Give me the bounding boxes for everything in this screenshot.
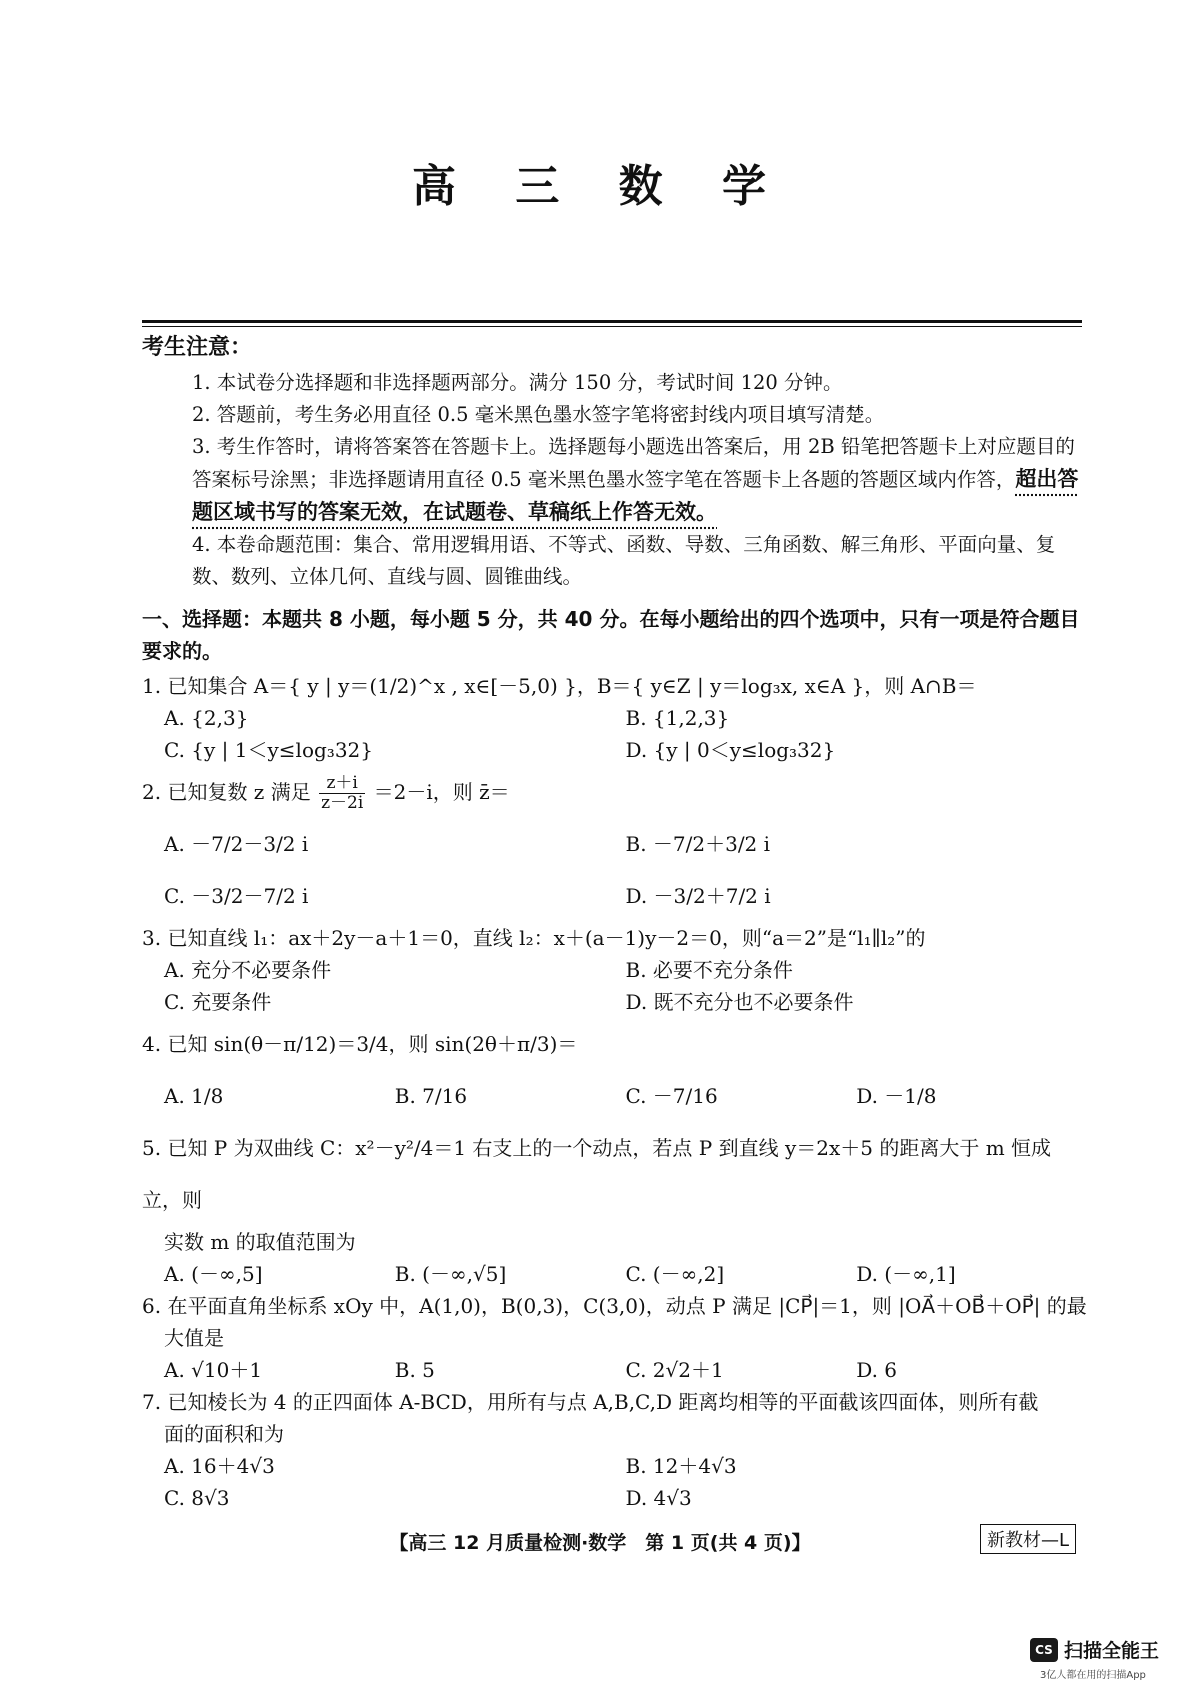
option-d: D. －1/8 (856, 1084, 937, 1108)
option-c: C. －7/16 (625, 1084, 718, 1108)
question-list (142, 670, 1087, 1514)
page-title: 高 三 数 学 (412, 161, 788, 212)
question-4-stem: 4. 已知 sin(θ－π/12)＝3/4，则 sin(2θ＋π/3)＝ (142, 1032, 578, 1056)
q2-fraction-den: z－2i (321, 793, 364, 813)
question-6-options (164, 1354, 1087, 1386)
notice-item-4: 4. 本卷命题范围：集合、常用逻辑用语、不等式、函数、导数、三角函数、解三角形、平面向量、复数、数列、立体几何、直线与圆、圆锥曲线。 (192, 533, 1056, 588)
question-3-options (164, 954, 1087, 1018)
option-d: D. －3/2＋7/2 i (625, 884, 771, 908)
option-c: C. 2√2＋1 (625, 1358, 724, 1382)
notice-item-1: 1. 本试卷分选择题和非选择题两部分。满分 150 分，考试时间 120 分钟。 (192, 371, 843, 394)
option-b: B. 7/16 (394, 1084, 468, 1108)
option-a: A. 1/8 (164, 1084, 224, 1108)
option-c: C. －3/2－7/2 i (164, 884, 309, 908)
question-2-stem (142, 766, 1087, 818)
option-c: C. (－∞,2] (625, 1262, 725, 1286)
q2-fraction (319, 774, 365, 813)
notice-item-3 (192, 431, 1087, 529)
option-b: B. {1,2,3} (625, 706, 730, 730)
question-1-options (164, 702, 1087, 766)
scanner-name: 扫描全能王 (1064, 1640, 1160, 1662)
option-d: D. 6 (856, 1358, 898, 1382)
option-b: B. 必要不充分条件 (625, 958, 793, 982)
option-b: B. 12＋4√3 (625, 1454, 737, 1478)
question-2-options (164, 818, 1087, 922)
question-7-stem: 7. 已知棱长为 4 的正四面体 A-BCD，用所有与点 A,B,C,D 距离均相等的平面截该四面体，则所有截 (142, 1390, 1039, 1414)
header-rule-thin (142, 326, 1082, 327)
q2-pre: 2. 已知复数 z 满足 (142, 780, 311, 804)
section-heading: 一、选择题：本题共 8 小题，每小题 5 分，共 40 分。在每小题给出的四个选项中，只有一项是符合题目要求的。 (142, 607, 1080, 663)
option-b: B. －7/2＋3/2 i (625, 832, 771, 856)
notice-item-2: 2. 答题前，考生务必用直径 0.5 毫米黑色墨水签字笔将密封线内项目填写清楚。 (192, 403, 885, 426)
notice-heading: 考生注意： (142, 335, 253, 360)
option-c: C. 8√3 (164, 1486, 230, 1510)
notice-item-3-text: 3. 考生作答时，请将答案答在答题卡上。选择题每小题选出答案后，用 2B 铅笔把答题卡上对应题目的答案标号涂黑；非选择题请用直径 0.5 毫米黑色墨水签字笔在答题卡上各题的答题区域内作答， (192, 435, 1075, 491)
scanner-watermark (1030, 1636, 1159, 1663)
option-d: D. 4√3 (625, 1486, 692, 1510)
option-a: A. {2,3} (164, 706, 249, 730)
page-footer: 【高三 12 月质量检测·数学 第 1 页(共 4 页)】 (389, 1532, 811, 1554)
question-6-stem: 6. 在平面直角坐标系 xOy 中，A(1,0)，B(0,3)，C(3,0)，动点 P 满足 |CP⃗|＝1，则 |OA⃗＋OB⃗＋OP⃗| 的最 (142, 1294, 1087, 1318)
q2-fraction-num: z＋i (319, 774, 365, 794)
notice-emphasis: 超出答题区域书写的答案无效，在试题卷、草稿纸上作答无效。 (192, 467, 1079, 524)
question-7-options (164, 1450, 1087, 1514)
option-b: B. 5 (394, 1358, 435, 1382)
question-6-stem-cont: 大值是 (164, 1326, 224, 1350)
option-d: D. (－∞,1] (856, 1262, 956, 1286)
option-a: A. 16＋4√3 (164, 1454, 275, 1478)
option-c: C. 充要条件 (164, 990, 272, 1014)
question-4-options (164, 1070, 1087, 1122)
edition-badge: 新教材—L (980, 1524, 1076, 1554)
option-c: C. {y | 1＜y≤log₃32} (164, 738, 373, 762)
question-7-stem-cont: 面的面积和为 (164, 1422, 284, 1446)
question-1-stem: 1. 已知集合 A＝{ y | y＝(1/2)^x , x∈[－5,0) }，B＝{ y∈Z | y＝log₃x, x∈A }，则 A∩B＝ (142, 674, 977, 698)
option-d: D. 既不充分也不必要条件 (625, 990, 854, 1014)
scanner-tagline: 3亿人都在用的扫描App (1040, 1670, 1146, 1681)
option-a: A. －7/2－3/2 i (164, 832, 309, 856)
header-rule (142, 320, 1082, 323)
option-b: B. (－∞,√5] (394, 1262, 507, 1286)
option-a: A. 充分不必要条件 (164, 958, 332, 982)
option-a: A. √10＋1 (164, 1358, 263, 1382)
question-5-options (164, 1258, 1087, 1290)
scanner-logo-icon: CS (1030, 1638, 1058, 1662)
notice-block (142, 330, 1087, 593)
option-d: D. {y | 0＜y≤log₃32} (625, 738, 836, 762)
option-a: A. (－∞,5] (164, 1262, 263, 1286)
question-3-stem: 3. 已知直线 l₁：ax＋2y－a＋1＝0，直线 l₂：x＋(a－1)y－2＝0，则“a＝2”是“l₁∥l₂”的 (142, 926, 926, 950)
question-5-stem: 5. 已知 P 为双曲线 C：x²－y²/4＝1 右支上的一个动点，若点 P 到直线 y＝2x＋5 的距离大于 m 恒成立，则 (142, 1136, 1052, 1212)
q2-post: ＝2－i，则 z̄＝ (373, 780, 510, 804)
question-5-stem-cont: 实数 m 的取值范围为 (164, 1230, 356, 1254)
